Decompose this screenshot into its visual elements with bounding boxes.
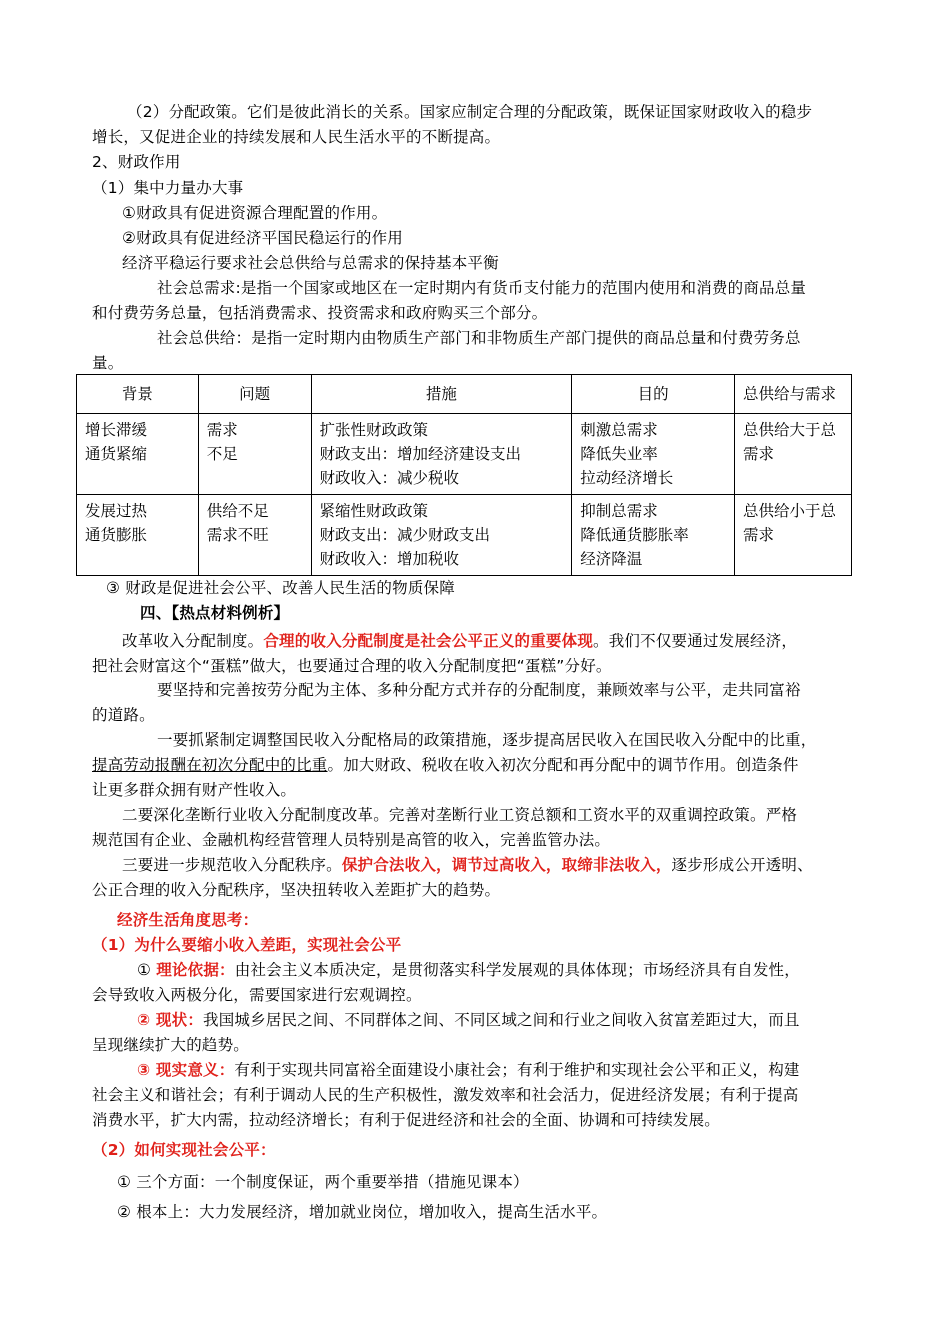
list-item: ①财政具有促进资源合理配置的作用。 — [122, 204, 388, 222]
para-second-measure: 二要深化垄断行业收入分配制度改革。完善对垄断行业工资总额和工资水平的双重调控政策。严格 — [122, 806, 798, 824]
point-theory-basis — [137, 960, 800, 980]
para-aggregate-demand: 社会总需求:是指一个国家或地区在一定时期内有货币支付能力的范围内使用和消费的商品总量 — [157, 279, 807, 297]
text-run: ① — [137, 961, 157, 979]
list-item: ②财政具有促进经济平国民稳运行的作用 — [122, 229, 403, 247]
highlight-text: 理论依据： — [156, 961, 235, 979]
highlight-text: 合理的收入分配制度是社会公平正义的重要体现 — [263, 632, 594, 650]
cell-text: 拉动经济增长 — [580, 469, 674, 487]
cell-text: 需求不旺 — [206, 526, 269, 544]
cell-text: 需求 — [206, 421, 238, 439]
table-header: 问题 — [198, 375, 311, 414]
subheading-concentrate: （1）集中力量办大事 — [92, 179, 244, 197]
para-third-measure — [122, 855, 813, 875]
table-cell — [198, 414, 311, 495]
para-line: 量。 — [92, 354, 124, 372]
highlight-text: ③ 现实意义： — [137, 1061, 235, 1079]
table-header-row — [77, 375, 852, 414]
table-cell — [572, 495, 735, 576]
section-heading-fiscal-role: 2、财政作用 — [92, 153, 181, 171]
table-row — [77, 495, 852, 576]
para-line: 消费水平，扩大内需，拉动经济增长；有利于促进经济和社会的全面、协调和可持续发展。 — [92, 1111, 721, 1129]
para-line: 社会主义和谐社会；有利于调动人民的生产积极性，激发效率和社会活力，促进经济发展；有利于提高 — [92, 1086, 799, 1104]
text-run: 由社会主义本质决定，是贯彻落实科学发展观的具体体现；市场经济具有自发性， — [234, 961, 800, 979]
cell-text: 财政支出：增加经济建设支出 — [319, 445, 522, 463]
list-item: ③ 财政是促进社会公平、改善人民生活的物质保障 — [106, 579, 455, 597]
cell-text: 抑制总需求 — [580, 502, 658, 520]
cell-text: 总供给大于总 — [743, 421, 837, 439]
para-line: 增长，又促进企业的持续发展和人民生活水平的不断提高。 — [92, 128, 501, 146]
cell-text: 紧缩性财政政策 — [319, 502, 429, 520]
para-distribution-policy: （2）分配政策。它们是彼此消长的关系。国家应制定合理的分配政策，既保证国家财政收入的稳步 — [127, 103, 813, 121]
list-item: ② 根本上：大力发展经济，增加就业岗位，增加收入，提高生活水平。 — [117, 1203, 608, 1221]
cell-text: 财政收入：增加税收 — [319, 550, 460, 568]
question-how-achieve-fairness: （2）如何实现社会公平： — [92, 1141, 276, 1159]
fiscal-policy-table — [76, 374, 852, 576]
cell-text: 降低失业率 — [580, 445, 658, 463]
point-status — [137, 1010, 800, 1030]
text-run: 我国城乡居民之间、不同群体之间、不同区域之间和行业之间收入贫富差距过大，而且 — [203, 1011, 800, 1029]
cell-text: 通货紧缩 — [85, 445, 148, 463]
cell-text: 财政支出：减少财政支出 — [319, 526, 491, 544]
table-header: 总供给与需求 — [735, 375, 852, 414]
heading-economic-thinking: 经济生活角度思考： — [117, 911, 259, 929]
text-run: 逐步形成公开透明、 — [671, 856, 813, 874]
table-cell — [735, 414, 852, 495]
para-line: 让更多群众拥有财产性收入。 — [92, 781, 297, 799]
para-line: 规范国有企业、金融机构经营管理人员特别是高管的收入，完善监管办法。 — [92, 831, 611, 849]
table-cell — [198, 495, 311, 576]
text-run: 三要进一步规范收入分配秩序。 — [122, 856, 342, 874]
table-row — [77, 414, 852, 495]
cell-text: 增长滞缓 — [85, 421, 148, 439]
text-run: 有利于实现共同富裕全面建设小康社会；有利于维护和实现社会公平和正义，构建 — [234, 1061, 800, 1079]
para-aggregate-supply: 社会总供给：是指一定时期内由物质生产部门和非物质生产部门提供的商品总量和付费劳务总 — [157, 329, 801, 347]
cell-text: 经济降温 — [580, 550, 643, 568]
para-line: 的道路。 — [92, 706, 155, 724]
text-run: 。加大财政、税收在收入初次分配和再分配中的调节作用。创造条件 — [327, 756, 799, 774]
cell-text: 总供给小于总 — [743, 502, 837, 520]
para-reform-income — [122, 631, 797, 651]
table-header: 目的 — [572, 375, 735, 414]
para-line: 公正合理的收入分配秩序，坚决扭转收入差距扩大的趋势。 — [92, 881, 501, 899]
cell-text: 发展过热 — [85, 502, 148, 520]
cell-text: 降低通货膨胀率 — [580, 526, 689, 544]
para-line: 把社会财富这个“蛋糕”做大，也要通过合理的收入分配制度把“蛋糕”分好。 — [92, 657, 612, 675]
para-line: 经济平稳运行要求社会总供给与总需求的保持基本平衡 — [122, 254, 499, 272]
highlight-text: 保护合法收入，调节过高收入，取缔非法收入， — [341, 856, 672, 874]
cell-text: 需求 — [743, 526, 775, 544]
text-run: 。我们不仅要通过发展经济， — [593, 632, 798, 650]
cell-text: 需求 — [743, 445, 775, 463]
table-cell — [572, 414, 735, 495]
table-cell — [735, 495, 852, 576]
point-significance — [137, 1060, 800, 1080]
para-line: 和付费劳务总量，包括消费需求、投资需求和政府购买三个部分。 — [92, 304, 548, 322]
cell-text: 通货膨胀 — [85, 526, 148, 544]
table-cell — [311, 495, 572, 576]
cell-text: 扩张性财政政策 — [319, 421, 429, 439]
table-header: 背景 — [77, 375, 199, 414]
para-line: 要坚持和完善按劳分配为主体、多种分配方式并存的分配制度，兼顾效率与公平，走共同富裕 — [157, 681, 801, 699]
para-line — [92, 755, 799, 775]
para-line: 呈现继续扩大的趋势。 — [92, 1036, 250, 1054]
cell-text: 供给不足 — [206, 502, 269, 520]
table-cell — [77, 414, 199, 495]
cell-text: 财政收入：减少税收 — [319, 469, 460, 487]
highlight-text: ② 现状： — [137, 1011, 204, 1029]
para-line: 会导致收入两极分化，需要国家进行宏观调控。 — [92, 986, 422, 1004]
question-why-narrow-gap: （1）为什么要缩小收入差距，实现社会公平 — [92, 936, 402, 954]
table-cell — [311, 414, 572, 495]
text-run: 改革收入分配制度。 — [122, 632, 264, 650]
cell-text: 不足 — [206, 445, 238, 463]
underlined-text: 提高劳动报酬在初次分配中的比重 — [92, 756, 328, 774]
section-heading-hot-topics: 四、【热点材料例析】 — [140, 604, 290, 622]
para-first-measure: 一要抓紧制定调整国民收入分配格局的政策措施，逐步提高居民收入在国民收入分配中的比重， — [157, 731, 817, 749]
list-item: ① 三个方面：一个制度保证，两个重要举措（措施见课本） — [117, 1173, 529, 1191]
table-cell — [77, 495, 199, 576]
cell-text: 刺激总需求 — [580, 421, 658, 439]
table-header: 措施 — [311, 375, 572, 414]
